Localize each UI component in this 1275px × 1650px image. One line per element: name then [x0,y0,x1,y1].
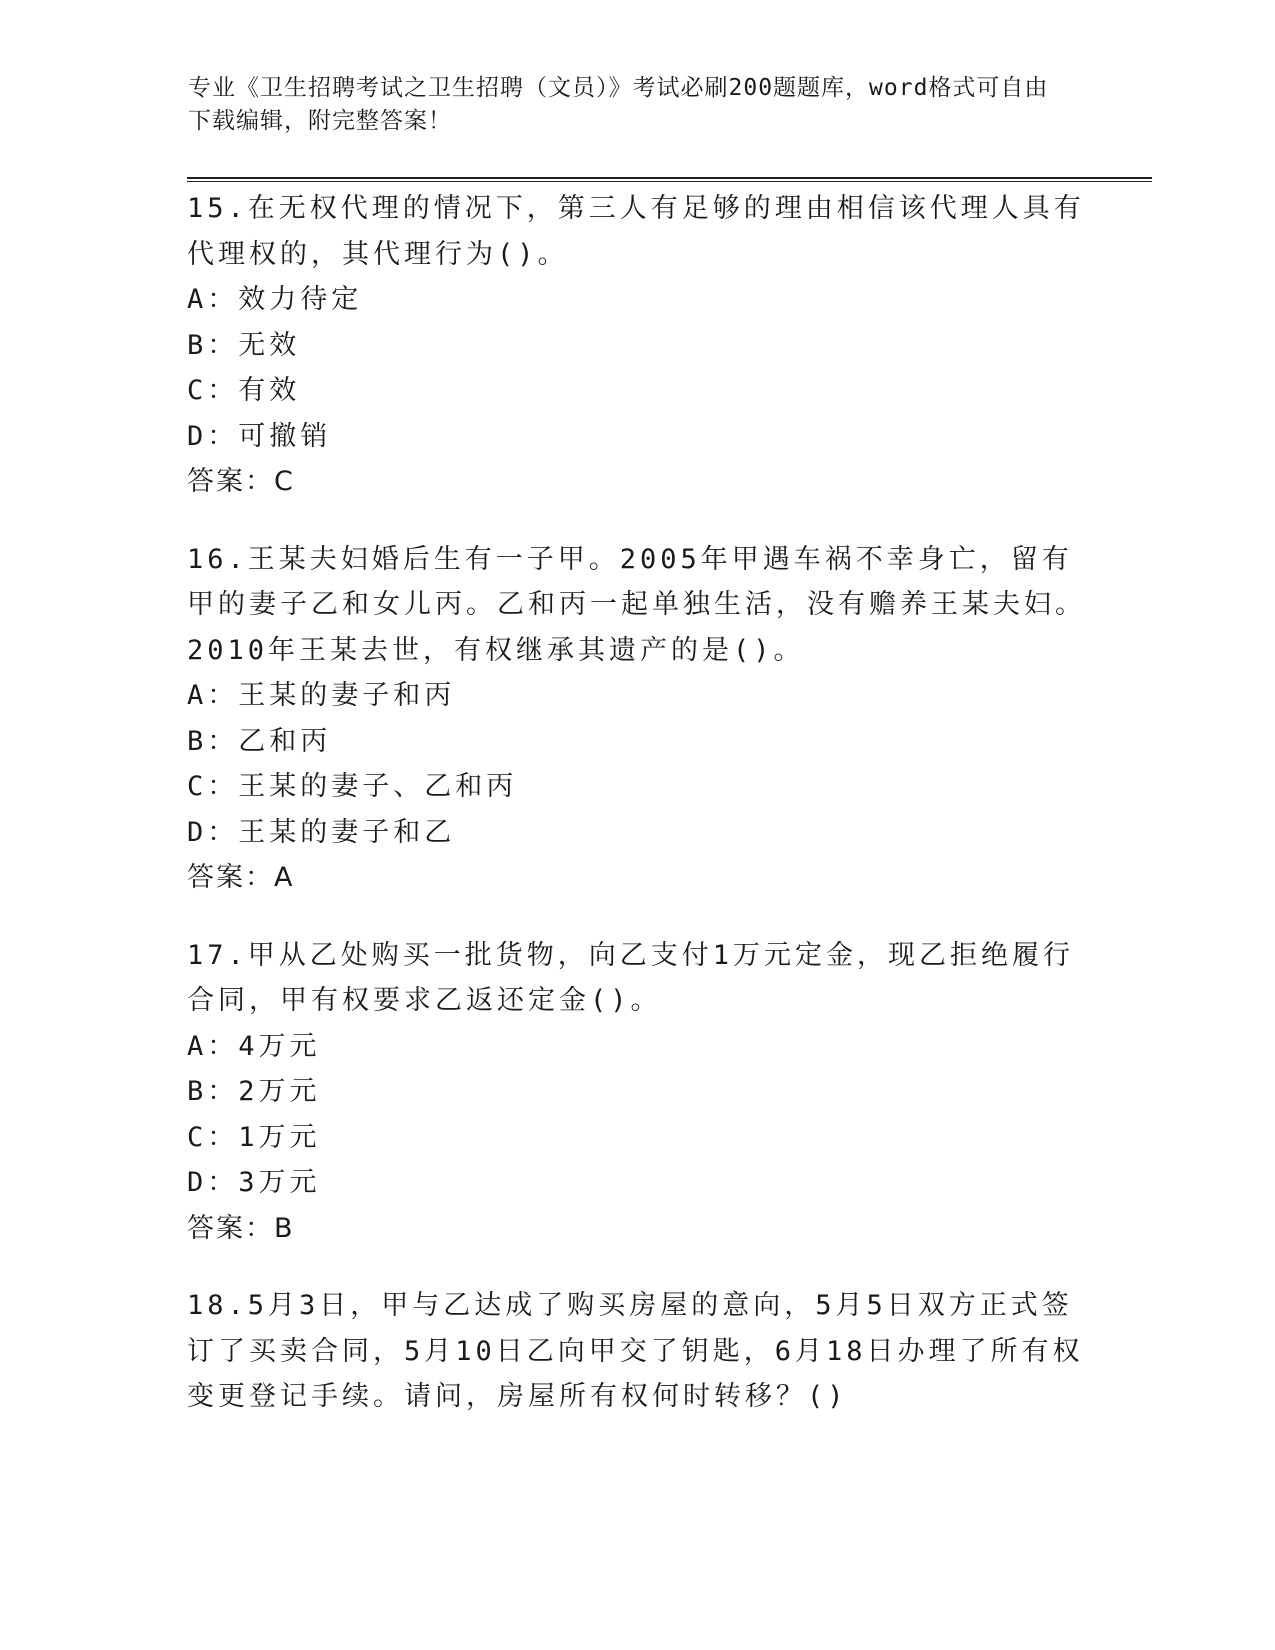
answer-label: 答案： [187,1212,274,1244]
option-d [187,810,1087,856]
option-key: A： [187,284,239,315]
option-key: C： [187,375,239,406]
answer-value: C [274,466,295,497]
option-c [187,368,1087,414]
option-text: 王某的妻子、乙和丙 [238,771,518,802]
question-16 [187,537,1087,901]
answer-label: 答案： [187,862,274,893]
option-c [187,1115,1087,1161]
question-17 [187,933,1087,1252]
option-key: D： [187,1167,239,1198]
option-d [187,414,1087,460]
question-text: 15.在无权代理的情况下，第三人有足够的理由相信该代理人具有代理权的，其代理行为()。 [187,193,1085,270]
answer-label: 答案： [187,466,274,497]
option-c [187,764,1087,810]
option-a [187,1024,1087,1070]
option-text: 王某的妻子和乙 [238,816,456,848]
answer-line [187,855,1087,901]
option-b [187,719,1087,765]
option-text: 3万元 [238,1167,321,1198]
option-text: 可撤销 [238,420,332,452]
answer-value: A [274,862,295,893]
option-key: A： [187,1030,239,1062]
option-key: D： [187,420,239,452]
option-key: C： [187,1121,239,1153]
header-divider [187,177,1152,182]
answer-value: B [274,1212,295,1244]
option-key: B： [187,329,239,361]
option-key: C： [187,771,239,802]
option-text: 2万元 [238,1076,321,1107]
question-list [187,186,1087,1452]
option-key: D： [187,816,239,848]
question-text: 16.王某夫妇婚后生有一子甲。2005年甲遇车祸不幸身亡，留有甲的妻子乙和女儿丙。乙和丙一起单独生活，没有赡养王某夫妇。2010年王某去世，有权继承其遗产的是()。 [187,543,1086,666]
option-text: 4万元 [238,1030,321,1062]
option-b [187,323,1087,369]
option-key: B： [187,725,239,757]
document-header: 专业《卫生招聘考试之卫生招聘（文员）》考试必刷200题题库，word格式可自由下载编辑，附完整答案！ [188,75,1049,134]
option-text: 无效 [238,329,301,361]
option-text: 乙和丙 [238,725,332,757]
option-b [187,1069,1087,1115]
option-text: 1万元 [238,1121,321,1153]
option-key: B： [187,1076,239,1107]
question-text: 17.甲从乙处购买一批货物，向乙支付1万元定金，现乙拒绝履行合同，甲有权要求乙返还定金()。 [187,939,1075,1016]
option-text: 有效 [238,375,301,406]
option-key: A： [187,680,239,711]
question-18 [187,1283,1087,1420]
question-15 [187,186,1087,505]
option-d [187,1160,1087,1206]
option-a [187,277,1087,323]
option-text: 效力待定 [238,284,363,315]
option-text: 王某的妻子和丙 [238,680,456,711]
answer-line [187,1206,1087,1252]
option-a [187,673,1087,719]
answer-line [187,459,1087,505]
question-text: 18.5月3日，甲与乙达成了购买房屋的意向，5月5日双方正式签订了买卖合同，5月10日乙向甲交了钥匙，6月18日办理了所有权变更登记手续。请问，房屋所有权何时转移？() [187,1290,1084,1412]
